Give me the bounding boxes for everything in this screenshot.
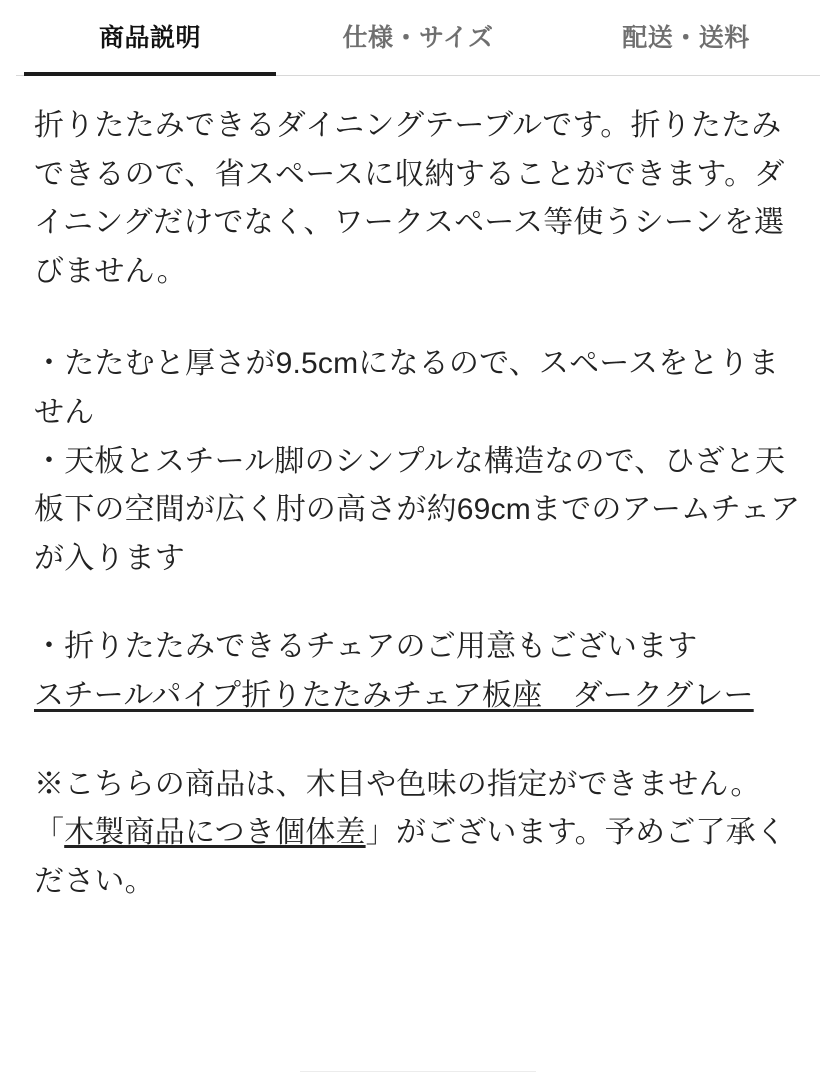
tab-shipping[interactable]: [552, 18, 820, 76]
tab-spec-size[interactable]: [284, 18, 552, 76]
chair-product-link[interactable]: スチールパイプ折りたたみチェア板座 ダークグレー: [34, 678, 754, 712]
spacer: [34, 296, 802, 340]
individual-difference-link[interactable]: 木製商品につき個体差: [64, 816, 366, 850]
chair-note: ・折りたたみできるチェアのご用意もございます: [34, 630, 698, 664]
product-tabs: [0, 0, 836, 76]
tab-description-label: 商品説明: [98, 24, 201, 52]
notice-line-1: ※こちらの商品は、木目や色味の指定ができません。: [34, 767, 761, 801]
tab-description[interactable]: [16, 18, 284, 76]
spacer: [34, 583, 802, 623]
feature-bullet-1: ・たたむと厚さが9.5cmになるので、スペースをとりません: [34, 347, 779, 429]
spacer: [34, 721, 802, 761]
quote-close: 」: [365, 816, 396, 850]
notice-tail: がございます。予めご了承ください。: [34, 816, 787, 898]
tab-spec-size-label: 仕様・サイズ: [342, 24, 494, 52]
notice-line-2: [34, 809, 802, 906]
description-content: [0, 76, 836, 906]
quote-open: 「: [34, 816, 65, 850]
feature-bullet-2: ・天板とスチール脚のシンプルな構造なので、ひざと天板下の空間が広く肘の高さが約69cmまでのアームチェアが入ります: [34, 444, 801, 575]
tab-shipping-label: 配送・送料: [622, 24, 750, 52]
intro-paragraph: 折りたたみできるダイニングテーブルです。折りたたみできるので、省スペースに収納することができます。ダイニングだけでなく、ワークスペース等使うシーンを選びません。: [34, 109, 785, 288]
bottom-divider: [300, 1071, 536, 1072]
chair-link-line: [34, 672, 802, 721]
